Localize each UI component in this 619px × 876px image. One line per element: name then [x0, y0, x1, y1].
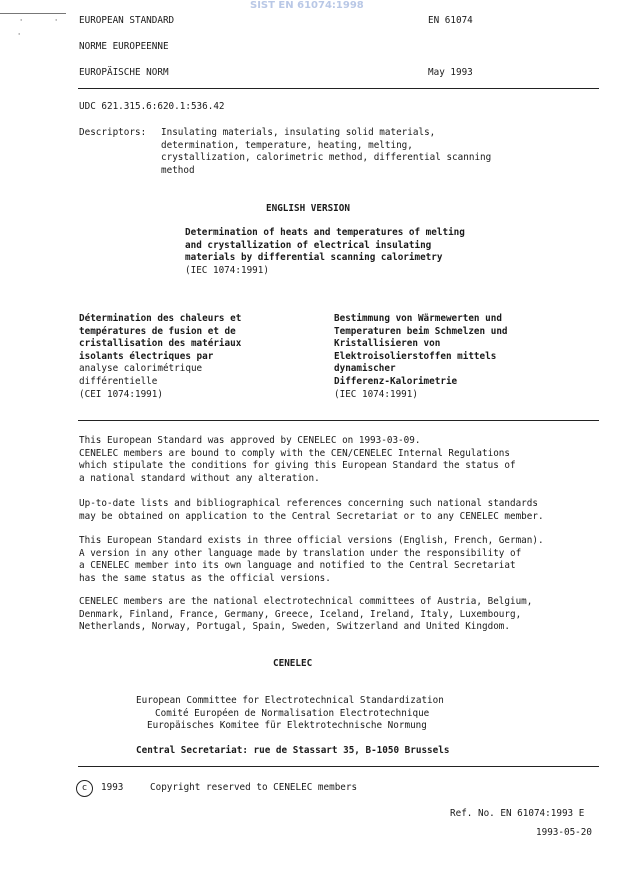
approval-text: This European Standard was approved by CENELEC on 1993-03-09.: [79, 435, 421, 446]
copyright-icon: c: [76, 780, 93, 797]
reference-number: Ref. No. EN 61074:1993 E: [450, 808, 585, 819]
secretariat-address: Central Secretariat: rue de Stassart 35, B-1050 Brussels: [136, 745, 450, 756]
title-fr-line: Détermination des chaleurs et: [79, 313, 242, 324]
approval-text: CENELEC members are bound to comply with the CEN/CENELEC Internal Regulations: [79, 447, 510, 459]
margin-mark: ': [54, 18, 59, 26]
descriptors-line: determination, temperature, heating, melting,: [161, 139, 413, 151]
header-en: EUROPEAN STANDARD: [79, 15, 175, 26]
title-en-line: and crystallization of electrical insulating: [185, 239, 432, 251]
title-en-line: materials by differential scanning calorimetry: [185, 252, 443, 264]
title-fr-line: cristallisation des matériaux: [79, 338, 242, 350]
title-de-line: Differenz-Kalorimetrie: [334, 376, 458, 387]
approval-text: which stipulate the conditions for giving this European Standard the status of: [79, 460, 516, 472]
watermark: SIST EN 61074:1998: [250, 0, 364, 11]
versions-text: has the same status as the official versions.: [79, 572, 331, 584]
section-rule: [78, 420, 599, 421]
references-text: may be obtained on application to the Central Secretariat or to any CENELEC member.: [79, 510, 544, 522]
descriptors-label: Descriptors:: [79, 127, 147, 138]
descriptors-line: method: [161, 164, 195, 176]
members-text: Denmark, Finland, France, Germany, Greece, Iceland, Ireland, Italy, Luxembourg,: [79, 608, 522, 620]
margin-mark: ': [17, 32, 22, 40]
title-de-line: dynamischer: [334, 363, 396, 375]
margin-mark: ': [19, 18, 24, 26]
title-fr-line: températures de fusion et de: [79, 325, 236, 337]
members-text: CENELEC members are the national electrotechnical committees of Austria, Belgium,: [79, 596, 533, 607]
title-en-line: Determination of heats and temperatures of melting: [185, 227, 465, 238]
descriptors-line: Insulating materials, insulating solid materials,: [161, 127, 436, 138]
cenelec-heading: CENELEC: [273, 658, 313, 669]
version-heading: ENGLISH VERSION: [266, 203, 350, 214]
approval-text: a national standard without any alteration.: [79, 472, 320, 484]
standard-number: EN 61074: [428, 15, 473, 26]
title-fr-line: différentielle: [79, 376, 158, 387]
udc: UDC 621.315.6:620.1:536.42: [79, 101, 225, 112]
title-en-ref: (IEC 1074:1991): [185, 264, 269, 276]
header-de: EUROPÄISCHE NORM: [79, 67, 169, 78]
versions-text: a CENELEC member into its own language and notified to the Central Secretariat: [79, 560, 516, 572]
members-text: Netherlands, Norway, Portugal, Spain, Sweden, Switzerland and United Kingdom.: [79, 621, 510, 633]
copyright-text: Copyright reserved to CENELEC members: [150, 782, 358, 793]
descriptors-line: crystallization, calorimetric method, differential scanning: [161, 152, 492, 164]
committee-en: European Committee for Electrotechnical Standardization: [136, 695, 444, 706]
publication-date: May 1993: [428, 67, 473, 78]
versions-text: A version in any other language made by translation under the responsibility of: [79, 547, 522, 559]
header-fr: NORME EUROPEENNE: [79, 41, 169, 52]
committee-fr: Comité Européen de Normalisation Electrotechnique: [155, 707, 430, 719]
references-text: Up-to-date lists and bibliographical references concerning such national standards: [79, 498, 538, 509]
title-fr-line: analyse calorimétrique: [79, 363, 203, 375]
footer-date: 1993-05-20: [536, 827, 592, 838]
copyright-year: 1993: [101, 782, 124, 793]
versions-text: This European Standard exists in three official versions (English, French, German).: [79, 535, 544, 546]
title-de-line: Temperaturen beim Schmelzen und: [334, 325, 508, 337]
title-de-ref: (IEC 1074:1991): [334, 388, 418, 400]
title-de-line: Kristallisieren von: [334, 338, 441, 350]
top-edge-line: [0, 13, 66, 14]
header-rule: [78, 88, 599, 89]
footer-rule: [78, 766, 599, 767]
title-de-line: Elektroisolierstoffen mittels: [334, 350, 497, 362]
title-fr-ref: (CEI 1074:1991): [79, 388, 163, 400]
title-de-line: Bestimmung von Wärmewerten und: [334, 313, 502, 324]
committee-de: Europäisches Komitee für Elektrotechnische Normung: [147, 720, 427, 732]
title-fr-line: isolants électriques par: [79, 350, 214, 362]
